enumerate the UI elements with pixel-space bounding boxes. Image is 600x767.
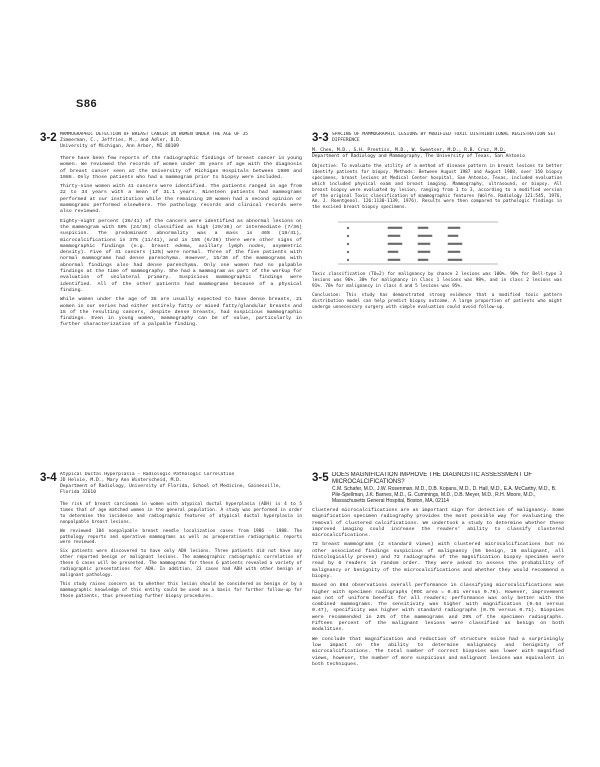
abstract-header-text	[60, 472, 302, 496]
figure-cell	[448, 259, 462, 261]
abstract-title: DOES MAGNIFICATION IMPROVE THE DIAGNOSTIC ASSESSMENT OF MICROCALCIFICATIONS?	[332, 472, 533, 485]
abstract-affiliation: Department of Radiology, University of Florida, School of Medicine, Gainesville, Florida 32610	[60, 484, 282, 495]
abstract-title: Atypical Ductal Hyperplasia - Radiologic Pathologic Correlation	[60, 472, 235, 477]
abstract-3-3	[312, 132, 562, 414]
paragraph: There have been few reports of the radiographic findings of breast cancer in young women. We reviewed the records of women under 35 years of age with the diagnosis of breast cancer seen at the University of Michigan Hospitals between 1980 and 1988. Only those patients who had a mammogram prior to biopsy were included.	[60, 156, 302, 180]
figure-point	[347, 227, 349, 229]
paragraph: Clustered microcalcifications are an important sign for detection of malignancy. Some magnification specimen radiography provides the most possible way for evaluating the removal of clustered calcifications. We undertook a study to determine whether these improved imaging could increase the readers' ability to classify clustered microcalcifications.	[312, 508, 564, 539]
figure-cell	[388, 235, 400, 237]
abstract-number: 3-4	[40, 472, 57, 484]
abstract-3-2	[40, 132, 302, 457]
figure-cell	[448, 243, 462, 245]
abstract-body	[40, 502, 302, 600]
paragraph: Based on 864 observations overall performance in classifying microcalcifications was higher with specimen radiographs (ROC area = 0.81 versus 0.76). However, improvement was not of uniform benefit for all readers; performance was only better with the combined mammograms. The sensitivity was higher with magnification (0.64 versus 0.47), specificity was higher with standard radiographs (0.76 versus 0.71). Biopsies were recommended in 24% of the mammograms and 29% of the specimen radiographs. Fifteen percent of the malignant lesions were classified as benign on both modalities.	[312, 583, 564, 633]
abstract-affiliation: Department of Radiology and Mammography, The University of Texas, San Antonio	[312, 154, 525, 159]
abstract-header	[40, 472, 302, 496]
figure-cell	[418, 259, 428, 261]
paragraph: Objective: To evaluate the utility of a method of disease pattern in breast lesions to better identify patients for biopsy. Methods: Between August 1987 and August 1988, over 150 biopsy specimens, breast lesions at Medical Center hospital, San Antonio, Texas, included evaluation which included physical exam and breast imaging. Mammography, ultrasound, or biopsy. All breast biopsy were evaluated by lesion, ranging from 1 to 3, according to a modified version of the original Toxic classification of mammographic features (Wolfe, Radiology 121:545, 1976, Am. J. Roentgenol. 126:1130-1139, 1976). Results were then compared to pathologic findings in the excised breast biopsy specimens.	[312, 164, 562, 211]
paragraph: This study raises concern as to whether this lesion should be considered as benign or by a mammographic knowledge of this entity could be used as a basis for further follow-up for those patients, thus preventing further biopsy procedures.	[60, 581, 302, 599]
figure-cell	[418, 251, 430, 253]
figure-cell	[388, 251, 398, 253]
figure-cell	[388, 259, 400, 261]
abstract-title: SPACING OF MAMMOGRAPHIC LESIONS BY MODIFIED TOXIC DISTRIBUTIONAL REGISTRATION SET DIFFERENCE	[332, 132, 557, 143]
abstract-authors: JD Helvie, M.D., Mary Ann Winterscheid, M.D.	[60, 478, 182, 483]
paragraph: Conclusion: This study has demonstrated strong evidence that a modified toxic pattern distribution model can help predict biopsy outcome. A large proportion of patients who might undergo unnecessary surgery with simple evaluation could avoid follow-up.	[312, 292, 562, 310]
abstract-3-5	[312, 472, 564, 757]
figure-cell	[418, 243, 430, 245]
abstract-authors: M. Chen, M.D., S.H. Prentiss, M.D., W. Sweetser, M.D., R.B. Cruz, M.D.	[312, 148, 506, 153]
paragraph: 72 breast mammograms (2 standard views) with clustered microcalcifications but no other associated findings suspicious of malignancy (56 benign, 16 malignant, all histologically proven) and 72 radiographs of the magnification biopsy specimen were read by 6 readers in random order. They were asked to assess the probability of malignancy or benignity of the microcalcifications and whether they would recommend a biopsy.	[312, 542, 564, 579]
page-number: S86	[76, 98, 98, 110]
paragraph: We conclude that magnification and reduction of structure noise had a surprisingly low impact on the ability to determine malignancy and benignity of microcalcifications. The total number of correct biopsies was lower with magnified views, however, the number of more suspicious and malignant lesions was equivalent in both techniques.	[312, 636, 564, 667]
figure-cell	[448, 227, 460, 229]
figure-point	[347, 235, 349, 237]
abstract-3-4	[40, 472, 302, 757]
paragraph: We reviewed 104 nonpalpable breast needle localization cases from 1986 - 1988. The pathology reports and operative mammograms as well as preoperative radiographic reports were reviewed.	[60, 528, 302, 546]
abstract-body	[312, 508, 564, 668]
paragraph: Six patients were discovered to have only ADH lesions. Three patients did not have any other reported benign or malignant lesions. The mammographic radiographic correlation of these 6 cases will be presented. The mammograms for these 6 patients revealed a variety of radiographic presentations for ADH. In addition, 23 cases had ADH with other benign or malignant pathology.	[60, 549, 302, 578]
abstract-affiliation: University of Michigan, Ann Arbor, MI 48109	[60, 144, 179, 149]
paragraph: The risk of breast carcinoma in women with atypical ductal hyperplasia (ADH) is 4 to 5 times that of age matched women in the general population. A study was performed in order to determine the incidence and radiographic features of atypical ductal hyperplasia in nonpalpable breast lesions.	[60, 502, 302, 525]
figure-point	[347, 259, 349, 261]
paragraph: Thirty-nine women with 41 cancers were identified. The patients ranged in age from 22 to 34 years with a mean of 31.1 years. Nineteen patients had mammograms performed at our institution while the remaining 20 women had a second opinion or mammograms performed elsewhere. The pathology records and clinical records were also reviewed.	[60, 184, 302, 215]
abstract-body	[312, 148, 562, 311]
figure-point	[347, 243, 349, 245]
figure-cell	[418, 227, 428, 229]
abstract-authors: C.M. Schafer, M.D., J.W. Rosenman, M.D., D.B. Kopans, M.D., D. Hall, M.D., E.A. McCarthy, M.D., B. Pile-Spellman, J.K. Barnes, M.D., G. Cummings, M.D., D.B. Meyer, M.D., R.H. Moore, M.D., Massachusetts General Hospital, Boston, MA, 02114	[332, 486, 557, 504]
figure-point	[347, 251, 349, 253]
figure-cell	[418, 235, 432, 237]
figure-cell	[448, 251, 460, 253]
abstract-header	[312, 472, 564, 504]
paragraph: Eighty-eight percent (36/41) of the cancers were identified as abnormal lesions on the mammogram with 59% (24/36) classified as high (29/36) or intermediate (7/36) suspicion. The predominant abnormality was a mass in 46% (19/41), microcalcifications in 37% (11/41), and in 15% (6/36) there were other signs of mammographic findings (e.g. breast edema, axillary lymph nodes, asymmetric density). Five of 41 cancers (12%) were normal. Three of the five patients with normal mammograms had dense parenchyma. However, 15/36 of the mammograms with abnormal findings also had dense parenchyma. Only one women had no palpable findings at the time of mammography. She had a mammogram as part of the workup for evaluation of unilateral primary. Suspicious mammographic findings were identified. All of the other patients had mammograms because of a physical finding.	[60, 218, 302, 293]
results-figure	[318, 214, 518, 268]
abstract-header-text	[332, 132, 562, 144]
abstract-number: 3-3	[312, 132, 329, 144]
abstract-number: 3-2	[40, 132, 57, 144]
abstract-authors: Zimmerman, C., Jeffries, M., and Adler, D.D.	[60, 138, 182, 143]
abstract-number: 3-5	[312, 472, 329, 484]
abstract-header-text	[60, 132, 302, 150]
abstract-body	[40, 156, 302, 329]
paragraph: Toxic classification (TO=2) for malignancy by chance 2 lesions was 100%. 90% for Bell-type 3 lesions was 96%. 30% for malignancy in Class 1 lesions was 98%, and in class 2 lesions was 91%. 76% for malignancy in class 4 and 5 lesions was 95%.	[312, 272, 562, 290]
abstract-header-text	[332, 472, 564, 504]
figure-cell	[448, 235, 458, 237]
abstract-title: MAMMOGRAPHIC DETECTION OF BREAST CANCER IN WOMEN UNDER THE AGE OF 35	[60, 132, 249, 137]
paragraph: While women under the age of 35 are usually expected to have dense breasts, 21 women in our series had either entirely fatty or mixed fatty/glandular breasts and 15 of the resulting cancers, despite dense breasts, had suspicious mammographic findings. Even in young women, mammography can be of value, particularly in further characterization of a palpable finding.	[60, 297, 302, 328]
figure-cell	[388, 243, 402, 245]
abstract-header	[312, 132, 562, 144]
figure-cell	[388, 227, 402, 229]
abstract-header	[40, 132, 302, 150]
